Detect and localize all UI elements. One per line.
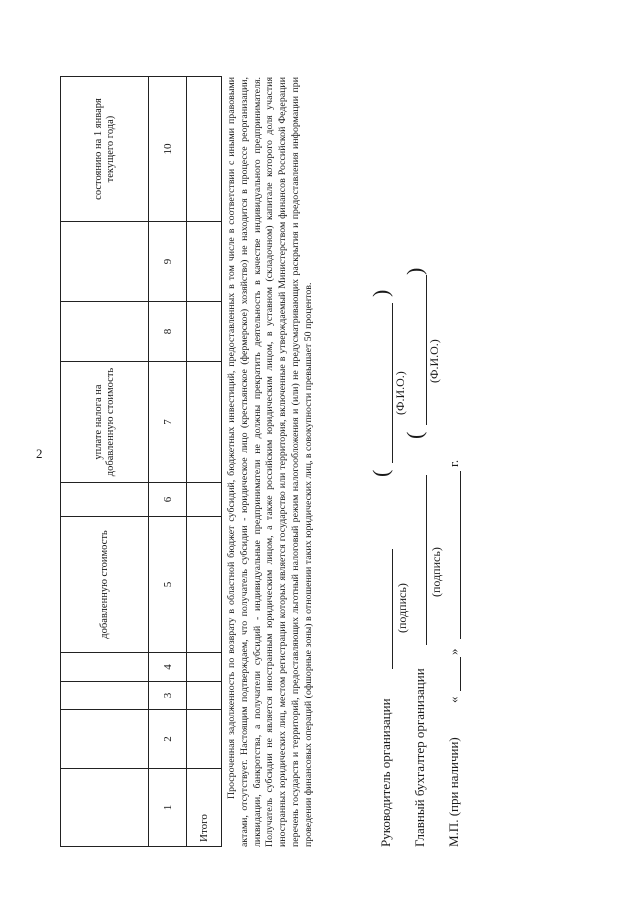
column-number: 4 — [149, 653, 187, 682]
column-number: 10 — [149, 77, 187, 222]
total-cell — [187, 302, 222, 362]
date-close-quote: » — [446, 648, 461, 655]
year-suffix: г. — [446, 459, 461, 467]
column-number: 3 — [149, 682, 187, 710]
date-open-quote: « — [446, 696, 461, 703]
column-numbers-row — [149, 77, 187, 847]
stamp-label: М.П. (при наличии) — [446, 737, 461, 847]
header-cell — [61, 682, 149, 710]
header-cell — [61, 653, 149, 682]
accountant-fio-caption: (Ф.И.О.) — [427, 339, 441, 383]
total-cell — [187, 517, 222, 653]
head-fio-open-paren: ( — [368, 469, 393, 477]
header-cell-vat-payment: уплате налога на добавленную стоимость — [61, 362, 149, 483]
subsidy-table — [60, 76, 222, 847]
total-row — [187, 77, 222, 847]
head-signature-caption: (подпись) — [395, 583, 409, 633]
total-cell — [187, 710, 222, 769]
page-number: 2 — [36, 446, 43, 461]
total-cell — [187, 222, 222, 302]
head-signature-line — [392, 549, 393, 669]
header-cell — [61, 483, 149, 517]
table-header-row — [61, 77, 149, 847]
total-label: Итого — [187, 769, 222, 847]
date-day-line — [460, 657, 461, 691]
head-fio-close-paren: ) — [368, 289, 393, 297]
total-cell — [187, 653, 222, 682]
head-fio-caption: (Ф.И.О.) — [393, 371, 407, 415]
total-cell — [187, 483, 222, 517]
column-number: 2 — [149, 710, 187, 769]
total-cell — [187, 682, 222, 710]
header-cell-state-date: состоянию на 1 января текущего года) — [61, 77, 149, 222]
column-number: 9 — [149, 222, 187, 302]
header-cell — [61, 222, 149, 302]
column-number: 5 — [149, 517, 187, 653]
head-label: Руководитель организации — [378, 698, 393, 847]
header-cell — [61, 769, 149, 847]
accountant-signature-line — [426, 475, 427, 645]
total-cell — [187, 362, 222, 483]
header-cell-vat: добавленную стоимость — [61, 517, 149, 653]
column-number: 8 — [149, 302, 187, 362]
column-number: 6 — [149, 483, 187, 517]
accountant-fio-close-paren: ) — [402, 267, 427, 275]
header-cell — [61, 302, 149, 362]
date-month-year-line — [460, 471, 461, 639]
accountant-fio-open-paren: ( — [402, 431, 427, 439]
column-number: 1 — [149, 769, 187, 847]
accountant-signature-caption: (подпись) — [429, 547, 443, 597]
accountant-label: Главный бухгалтер организации — [412, 668, 427, 847]
column-number: 7 — [149, 362, 187, 483]
declaration-paragraph: Просроченная задолженность по возврату в областной бюджет субсидий, бюджетных инвестиций, предоставленных в том числе в соответствии с иными правовыми актами, отсутствует. Настоящим подтверждаем, что получатель субсидии - юридическое лицо (крестьянское (фермерское) хозяйство) не находится в процессе реорганизации, ликвидации, банкротства, а получатели субсидий - индивидуальные предприниматели не должны прекратить деятельность в качестве индивидуального предпринимателя. Получатель субсидии не является иностранным юридическим лицом, а также российским юридическим лицом, в уставном (складочном) капитале которого доля участия иностранных юридических лиц, местом регистрации которых является государство или территория, включенные в утверждаемый Министерством финансов Российской Федерации перечень государств и территорий, предоставляющих льготный налоговый режим налогообложения и (или) не предусматривающих раскрытия и предоставления информации при проведении финансовых операций (офшорные зоны) в отношении таких юридических лиц, в совокупности превышает 50 процентов. — [226, 77, 314, 847]
total-cell — [187, 77, 222, 222]
header-cell — [61, 710, 149, 769]
